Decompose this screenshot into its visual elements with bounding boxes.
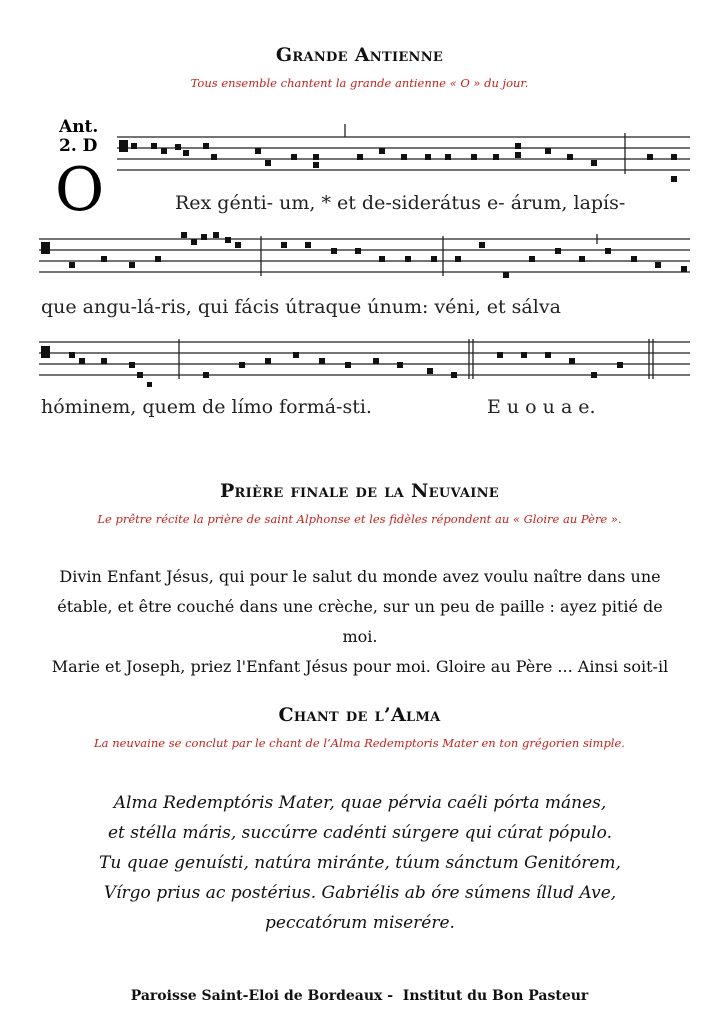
staff-1-neumes <box>119 140 677 182</box>
antiphon-title: Grande Antienne <box>275 44 444 66</box>
mode-label-ant: Ant. <box>59 117 99 137</box>
staff-3-neumes <box>41 346 623 387</box>
alma-line: Vírgo prius ac postérius. Gabriélis ab óre súmens íllud Ave, <box>103 883 617 903</box>
prayer-rubric: Le prêtre récite la prière de saint Alphonse et les fidèles répondent au « Gloire au Père ». <box>97 512 622 526</box>
footer: Paroisse Saint-Eloi de Bordeaux - Institut du Bon Pasteur <box>130 988 589 1004</box>
prayer-line: Divin Enfant Jésus, qui pour le salut du monde avez voulu naître dans une <box>59 567 661 586</box>
staff-2 <box>39 234 690 276</box>
alma-rubric: La neuvaine se conclut par le chant de l’Alma Redemptoris Mater en ton grégorien simple. <box>94 736 625 750</box>
alma-line: Alma Redemptóris Mater, quae pérvia caéli pórta mánes, <box>113 793 607 813</box>
chant-score <box>35 106 695 426</box>
prayer-text <box>40 562 680 682</box>
alma-line: et stélla máris, succúrre cadénti súrgere qui cúrat pópulo. <box>108 823 612 843</box>
initial-letter: O <box>55 155 105 225</box>
lyric-line-3: hóminem, quem de límo formá-sti. <box>41 396 372 418</box>
prayer-line: Marie et Joseph, priez l'Enfant Jésus pour moi. Gloire au Père ... Ainsi soit-il <box>51 657 669 676</box>
staff-1 <box>117 124 690 174</box>
lyric-line-2: que angu-lá-ris, qui fácis útraque únum: véni, et sálva <box>41 296 561 318</box>
alma-text <box>40 788 680 938</box>
antiphon-rubric: Tous ensemble chantent la grande antienne « O » du jour. <box>190 76 529 90</box>
alma-title: Chant de l’Alma <box>278 704 441 726</box>
alma-line: peccatórum miserére. <box>265 913 455 933</box>
prayer-title: Prière finale de la Neuvaine <box>219 480 500 502</box>
mode-label-number: 2. D <box>59 136 98 156</box>
clef <box>119 140 128 152</box>
prayer-line: étable, et être couché dans une crèche, sur un peu de paille : ayez pitié de moi. <box>57 597 663 646</box>
lyric-line-1: Rex génti- um, * et de-siderátus e- árum, lapís- <box>175 192 626 214</box>
alma-line: Tu quae genuísti, natúra miránte, túum sánctum Genitórem, <box>99 853 621 873</box>
euouae: E u o u a e. <box>487 396 596 418</box>
